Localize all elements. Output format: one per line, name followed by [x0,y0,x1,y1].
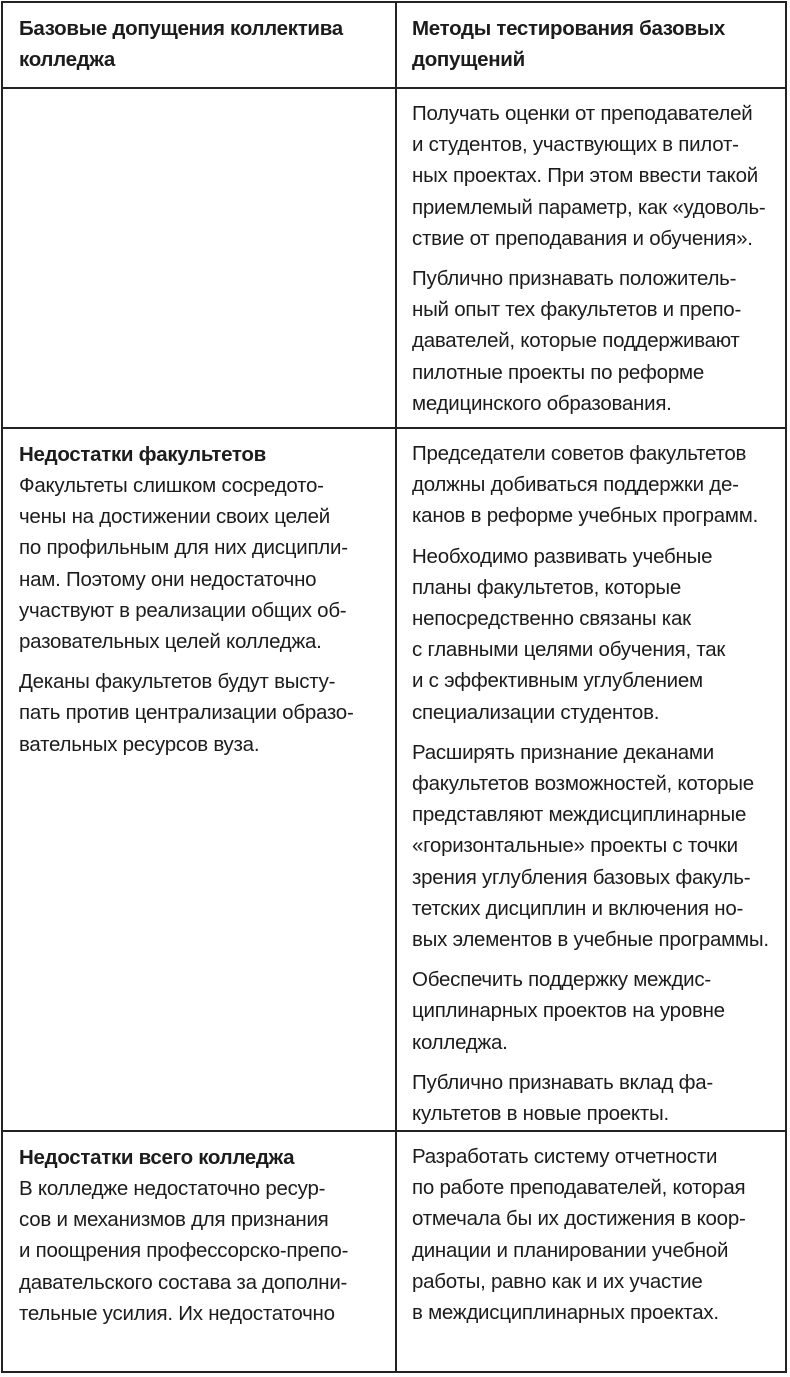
text-line: пилотные проекты по реформе [412,360,704,384]
text-line: В колледже недостаточно ресур- [19,1177,326,1200]
text-line: планы факультетов, которые [412,575,681,599]
text-line: и поощрения профессорско-препо- [19,1239,349,1263]
row2-methods [397,429,785,1138]
assumption-paragraph [19,666,385,760]
method-paragraph [412,1141,779,1328]
header-methods [397,3,785,75]
text-line: динации и планировании учебной [412,1238,729,1262]
text-line: ных проектах. При этом ввести такой [412,164,758,188]
text-line: по профильным для них дисципли- [19,536,348,560]
text-line: зрения углубления базовых факуль- [412,865,751,889]
header-line: Базовые допущения коллектива [19,17,343,40]
text-line: циплинарных проектов на уровне [412,999,725,1023]
assumption-paragraph [19,470,385,657]
method-paragraph [412,1067,779,1129]
text-line: должны добиваться поддержки де- [412,473,739,497]
text-line: участвуют в реализации общих об- [19,598,347,622]
text-line: Председатели советов факультетов [412,442,747,465]
text-line: с главными целями обучения, так [412,638,726,662]
method-paragraph [412,438,779,532]
method-paragraph [412,964,779,1058]
text-line: работы, равно как и их участие [412,1269,703,1293]
header-line: колледжа [19,48,115,71]
text-line: Факультеты слишком сосредото- [19,474,324,497]
text-line: пать против централизации образо- [19,701,354,725]
text-line: Деканы факультетов будут высту- [19,670,336,694]
row2-assumption [3,429,395,769]
text-line: непосредственно связаны как [412,607,691,631]
method-paragraph [412,541,779,728]
text-line: по работе преподавателей, которая [412,1176,746,1200]
row1-methods [397,89,785,428]
method-paragraph [412,737,779,955]
text-line: Публично признавать вклад фа- [412,1070,713,1094]
header-assumptions [3,3,395,75]
text-line: медицинского образования. [412,391,672,415]
row3-assumption [3,1132,395,1338]
assumption-paragraph [19,1173,385,1329]
text-line: чены на достижении своих целей [19,505,330,529]
text-line: факультетов возможностей, которые [412,772,754,796]
text-line: тельные усилия. Их недостаточно [19,1301,335,1325]
header-line: Методы тестирования базовых [412,17,726,40]
text-line: Публично признавать положитель- [412,267,737,291]
text-line: Расширять признание деканами [412,740,714,764]
text-line: приемлемый параметр, как «удоволь- [412,195,766,219]
row3-methods [397,1132,785,1337]
text-line: вых элементов в учебные программы. [412,928,769,952]
text-line: разовательных целей колледжа. [19,630,322,654]
text-line: и с эффективным углублением [412,669,703,693]
text-line: культетов в новые проекты. [412,1102,669,1126]
text-line: Разработать систему отчетности [412,1145,718,1168]
text-line: колледжа. [412,1030,508,1054]
text-line: и студентов, участвующих в пилот- [412,133,739,157]
assumption-title: Недостатки всего колледжа [19,1146,295,1169]
text-line: канов в реформе учебных программ. [412,504,759,528]
text-line: сов и механизмов для признания [19,1208,329,1232]
method-paragraph [412,263,779,419]
assumptions-table [1,1,787,1373]
text-line: в междисциплинарных проектах. [412,1301,719,1325]
text-line: ствие от преподавания и обучения». [412,226,753,250]
text-line: «горизонтальные» проекты с точки [412,834,738,858]
method-paragraph [412,98,779,254]
assumption-title: Недостатки факультетов [19,443,266,466]
text-line: Обеспечить поддержку междис- [412,968,711,992]
header-line: допущений [412,48,525,71]
text-line: нам. Поэтому они недостаточно [19,567,317,591]
text-line: Необходимо развивать учебные [412,544,713,568]
text-line: специализации студентов. [412,700,660,724]
text-line: представляют междисциплинарные [412,803,747,827]
text-line: ный опыт тех факультетов и препо- [412,298,742,322]
text-line: давательского состава за дополни- [19,1270,348,1294]
text-line: отмечала бы их достижения в коор- [412,1207,746,1231]
text-line: давателей, которые поддерживают [412,329,740,353]
text-line: Получать оценки от преподавателей [412,102,753,125]
text-line: тетских дисциплин и включения но- [412,896,744,920]
text-line: вательных ресурсов вуза. [19,732,260,756]
